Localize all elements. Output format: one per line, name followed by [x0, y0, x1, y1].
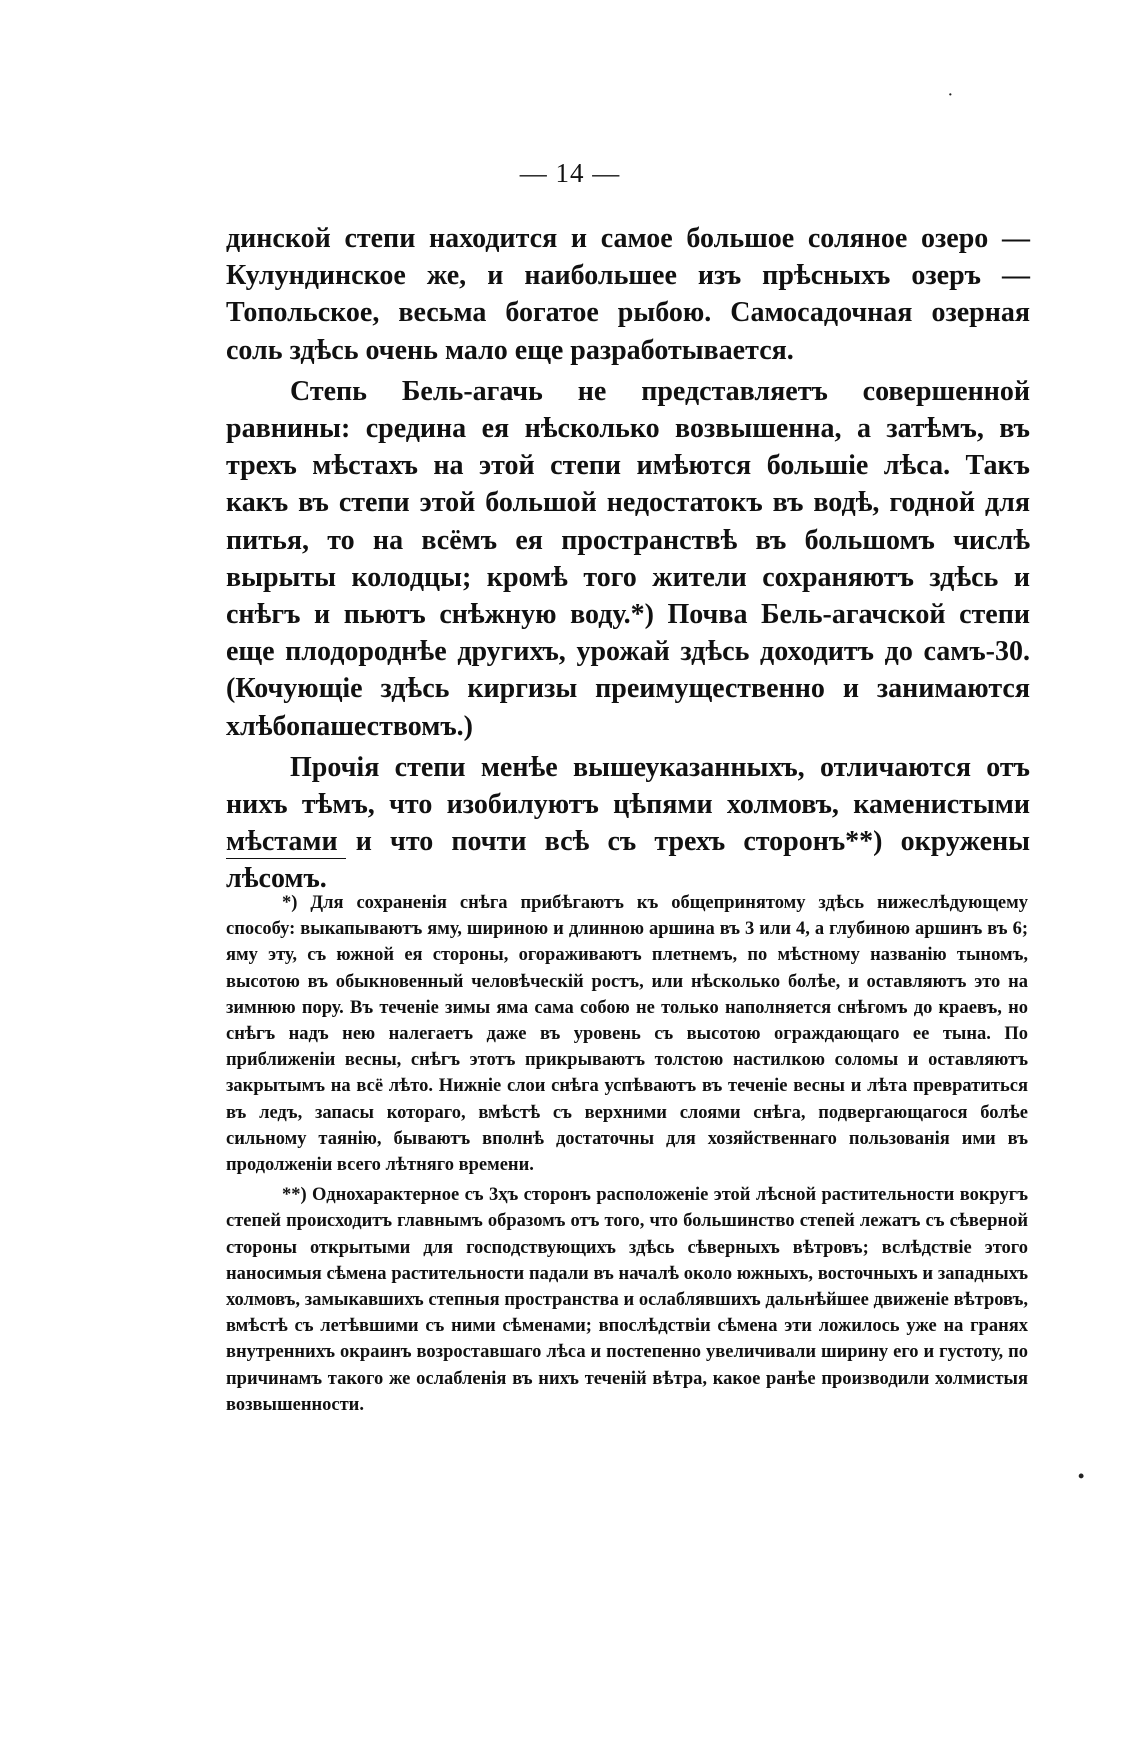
stray-mark-top: ·: [948, 88, 953, 103]
stray-mark-side: •: [1078, 1466, 1085, 1486]
main-text-body: [226, 220, 1030, 898]
footnotes: [226, 890, 1028, 1418]
page-number: — 14 —: [519, 158, 621, 188]
footnote-2: **) Однохарактерное съ 3ҳъ сторонъ расположеніе этой лѣсной растительности вокругъ степей происходитъ главнымъ образомъ отъ того, что большинство степей лежатъ съ сѣверной стороны открытыми для господствующихъ здѣсь сѣверныхъ вѣтровъ; вслѣдствіе этого наносимыя сѣмена растительности падали въ началѣ около южныхъ, восточныхъ и западныхъ холмовъ, замыкавшихъ степныя пространства и ослаблявшихъ дальнѣйшее движеніе вѣтровъ, вмѣстѣ съ летѣвшими съ ними сѣменами; впослѣдствіи сѣмена эти ложилось уже на гранях внутреннихъ окраинъ возроставшаго лѣса и постепенно увеличивали ширину его и густоту, по причинамъ такого же ослабленія въ нихъ теченій вѣтра, какое ранѣе производили холмистыя возвышенности.: [226, 1185, 1028, 1415]
footnote-separator: [226, 858, 346, 859]
footnote-1: *) Для сохраненія снѣга прибѣгаютъ къ общепринятому здѣсь нижеслѣдующему способу: выкапываютъ яму, шириною и длинною аршина въ 3 или 4, а глубиною аршинъ въ 6; яму эту, съ южной ея стороны, огораживаютъ плетнемъ, по мѣстному названію тыномъ, высотою въ обыкновенный человѣческій ростъ, или нѣсколько болѣе, и оставляютъ это на зимнюю пору. Въ теченіе зимы яма сама собою не только наполняется снѣгомъ до краевъ, но снѣгъ надъ нею налегаетъ даже въ уровень съ высотою ограждающаго ее тына. По приближеніи весны, снѣгъ этотъ прикрываютъ толстою настилкою соломы и оставляютъ закрытымъ на всё лѣто. Нижніе слои снѣга успѣваютъ въ теченіе весны и лѣта превратиться въ ледъ, запасы котораго, вмѣстѣ съ верхними слоями снѣга, подвергающагося болѣе сильному таянію, бываютъ вполнѣ достаточны для хозяйственнаго пользованія ими въ продолженіи всего лѣтняго времени.: [226, 893, 1028, 1176]
paragraph-3: Прочія степи менѣе вышеуказанныхъ, отличаются отъ нихъ тѣмъ, что изобилуютъ цѣпями холмовъ, каменистыми мѣстами и что почти всѣ съ трехъ сторонъ**) окружены лѣсомъ.: [226, 751, 1030, 895]
paragraph-1: динской степи находится и самое большое соляное озеро — Кулундинское же, и наибольшее изъ прѣсныхъ озеръ — Топольское, весьма богатое рыбою. Самосадочная озерная соль здѣсь очень мало еще разработывается.: [226, 223, 1030, 366]
paragraph-2: Степь Бель-агачь не представляетъ совершенной равнины: средина ея нѣсколько возвышенна, а затѣмъ, въ трехъ мѣстахъ на этой степи имѣются большіе лѣса. Такъ какъ въ степи этой большой недостатокъ въ водѣ, годной для питья, то на всёмъ ея пространствѣ въ большомъ числѣ вырыты колодцы; кромѣ того жители сохраняютъ здѣсь и снѣгъ и пьютъ снѣжную воду.*) Почва Бель-агачской степи еще плодороднѣе другихъ, урожай здѣсь доходитъ до самъ-30. (Кочующіе здѣсь киргизы преимущественно и занимаются хлѣбопашествомъ.): [226, 375, 1030, 742]
